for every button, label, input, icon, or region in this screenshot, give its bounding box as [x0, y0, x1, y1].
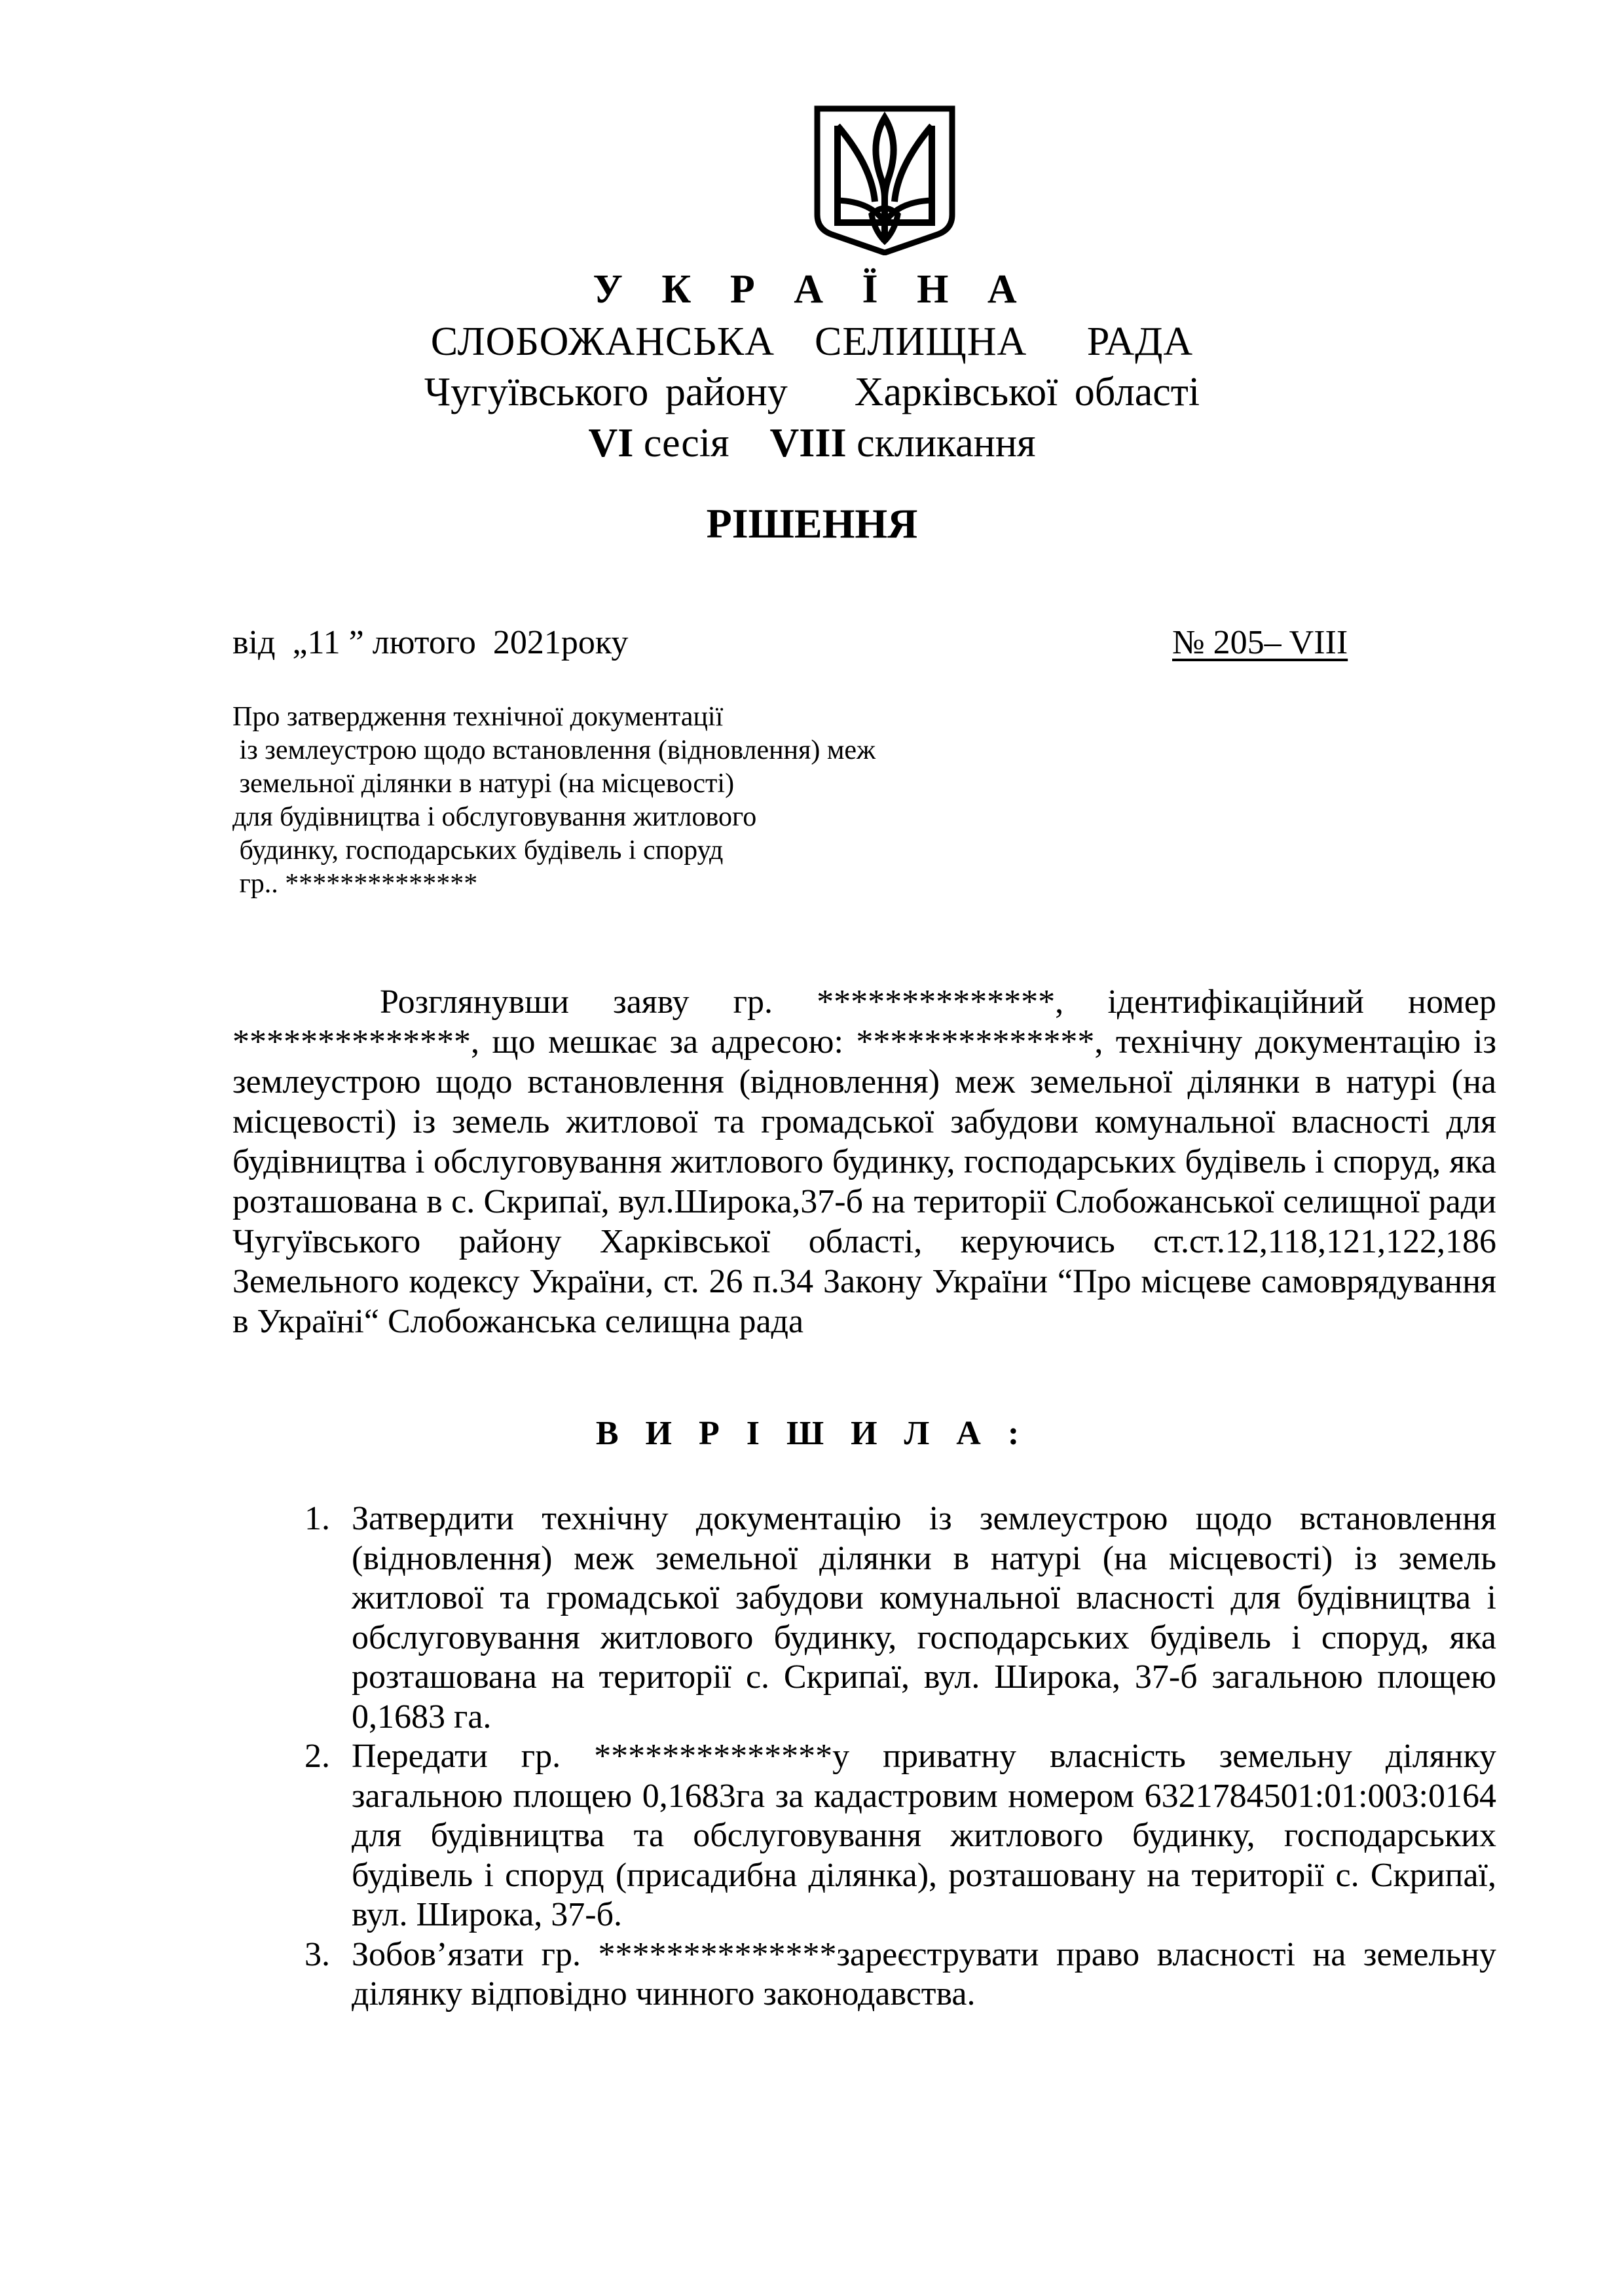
- decision-subject: [232, 701, 876, 901]
- subject-line: для будівництва і обслуговування житлового: [232, 802, 757, 832]
- session-label: сесія: [633, 421, 770, 465]
- convocation-number: VIII: [769, 421, 847, 465]
- item-text: Затвердити технічну документацію із землеустрою щодо встановлення (відновлення) меж земельної ділянки в натурі (на місцевості) із земель житлової та громадської забудови комунальної власності для будівництва і обслуговування житлового будинку, господарських будівель і споруд, яка розташована на території с. Скрипаї, вул. Широка, 37-б загальною площею 0,1683 га.: [352, 1500, 1496, 1736]
- country-heading: У К Р А Ї Н А: [593, 267, 1031, 312]
- document-type-title: РІШЕННЯ: [706, 500, 918, 547]
- resolution-item: [298, 1737, 1496, 1935]
- decision-number: № 205– VIII: [1172, 624, 1348, 661]
- convocation-label: скликання: [846, 421, 1036, 465]
- subject-line: Про затвердження технічної документації: [232, 702, 724, 732]
- district-region-line: Чугуївського району Харківської області: [424, 370, 1200, 414]
- item-number: 2.: [304, 1738, 330, 1775]
- subject-line: земельної ділянки в натурі (на місцевості): [232, 769, 735, 799]
- subject-line: із землеустрою щодо встановлення (відновлення) меж: [232, 735, 876, 765]
- item-number: 1.: [304, 1500, 330, 1537]
- resolved-heading: В И Р І Ш И Л А :: [595, 1415, 1029, 1452]
- subject-line: будинку, господарських будівель і споруд: [232, 835, 724, 866]
- preamble-paragraph: Розглянувши заяву гр. **************, ідентифікаційний номер **************, що мешкає за адресою: **************, технічну документацію із землеустрою щодо встановлення (відновлення) меж земельної ділянки в натурі (на місцевості) із земель житлової та громадської забудови комунальної власності для будівництва і обслуговування житлового будинку, господарських будівель і споруд, яка розташована в с. Скрипаї, вул.Широка,37-б на території Слобожанської селищної ради Чугуївського району Харківської області, керуючись ст.ст.12,118,121,122,186 Земельного кодексу України, ст. 26 п.34 Закону України “Про місцеве самоврядування в Україні“ Слобожанська селищна рада: [232, 983, 1496, 1340]
- trident-coat-of-arms-icon: [809, 103, 960, 255]
- subject-line: гр.. **************: [232, 869, 478, 899]
- session-number: VI: [588, 421, 634, 465]
- council-name: СЛОБОЖАНСЬКА СЕЛИЩНА РАДА: [430, 319, 1194, 364]
- resolution-items: [298, 1499, 1496, 2014]
- item-text: Передати гр. **************у приватну власність земельну ділянку загальною площею 0,1683га за кадастровим номером 6321784501:01:003:0164 для будівництва та обслуговування житлового будинку, господарських будівель і споруд (присадибна ділянка), розташовану на території с. Скрипаї, вул. Широка, 37-б.: [352, 1738, 1496, 1933]
- decision-date: від „11 ” лютого 2021року: [232, 624, 629, 661]
- resolution-item: [298, 1935, 1496, 2014]
- resolution-item: [298, 1499, 1496, 1737]
- session-line: [0, 419, 1624, 467]
- item-text: Зобов’язати гр. **************зареєструвати право власності на земельну ділянку відповідно чинного законодавства.: [352, 1935, 1496, 2013]
- item-number: 3.: [304, 1935, 330, 1973]
